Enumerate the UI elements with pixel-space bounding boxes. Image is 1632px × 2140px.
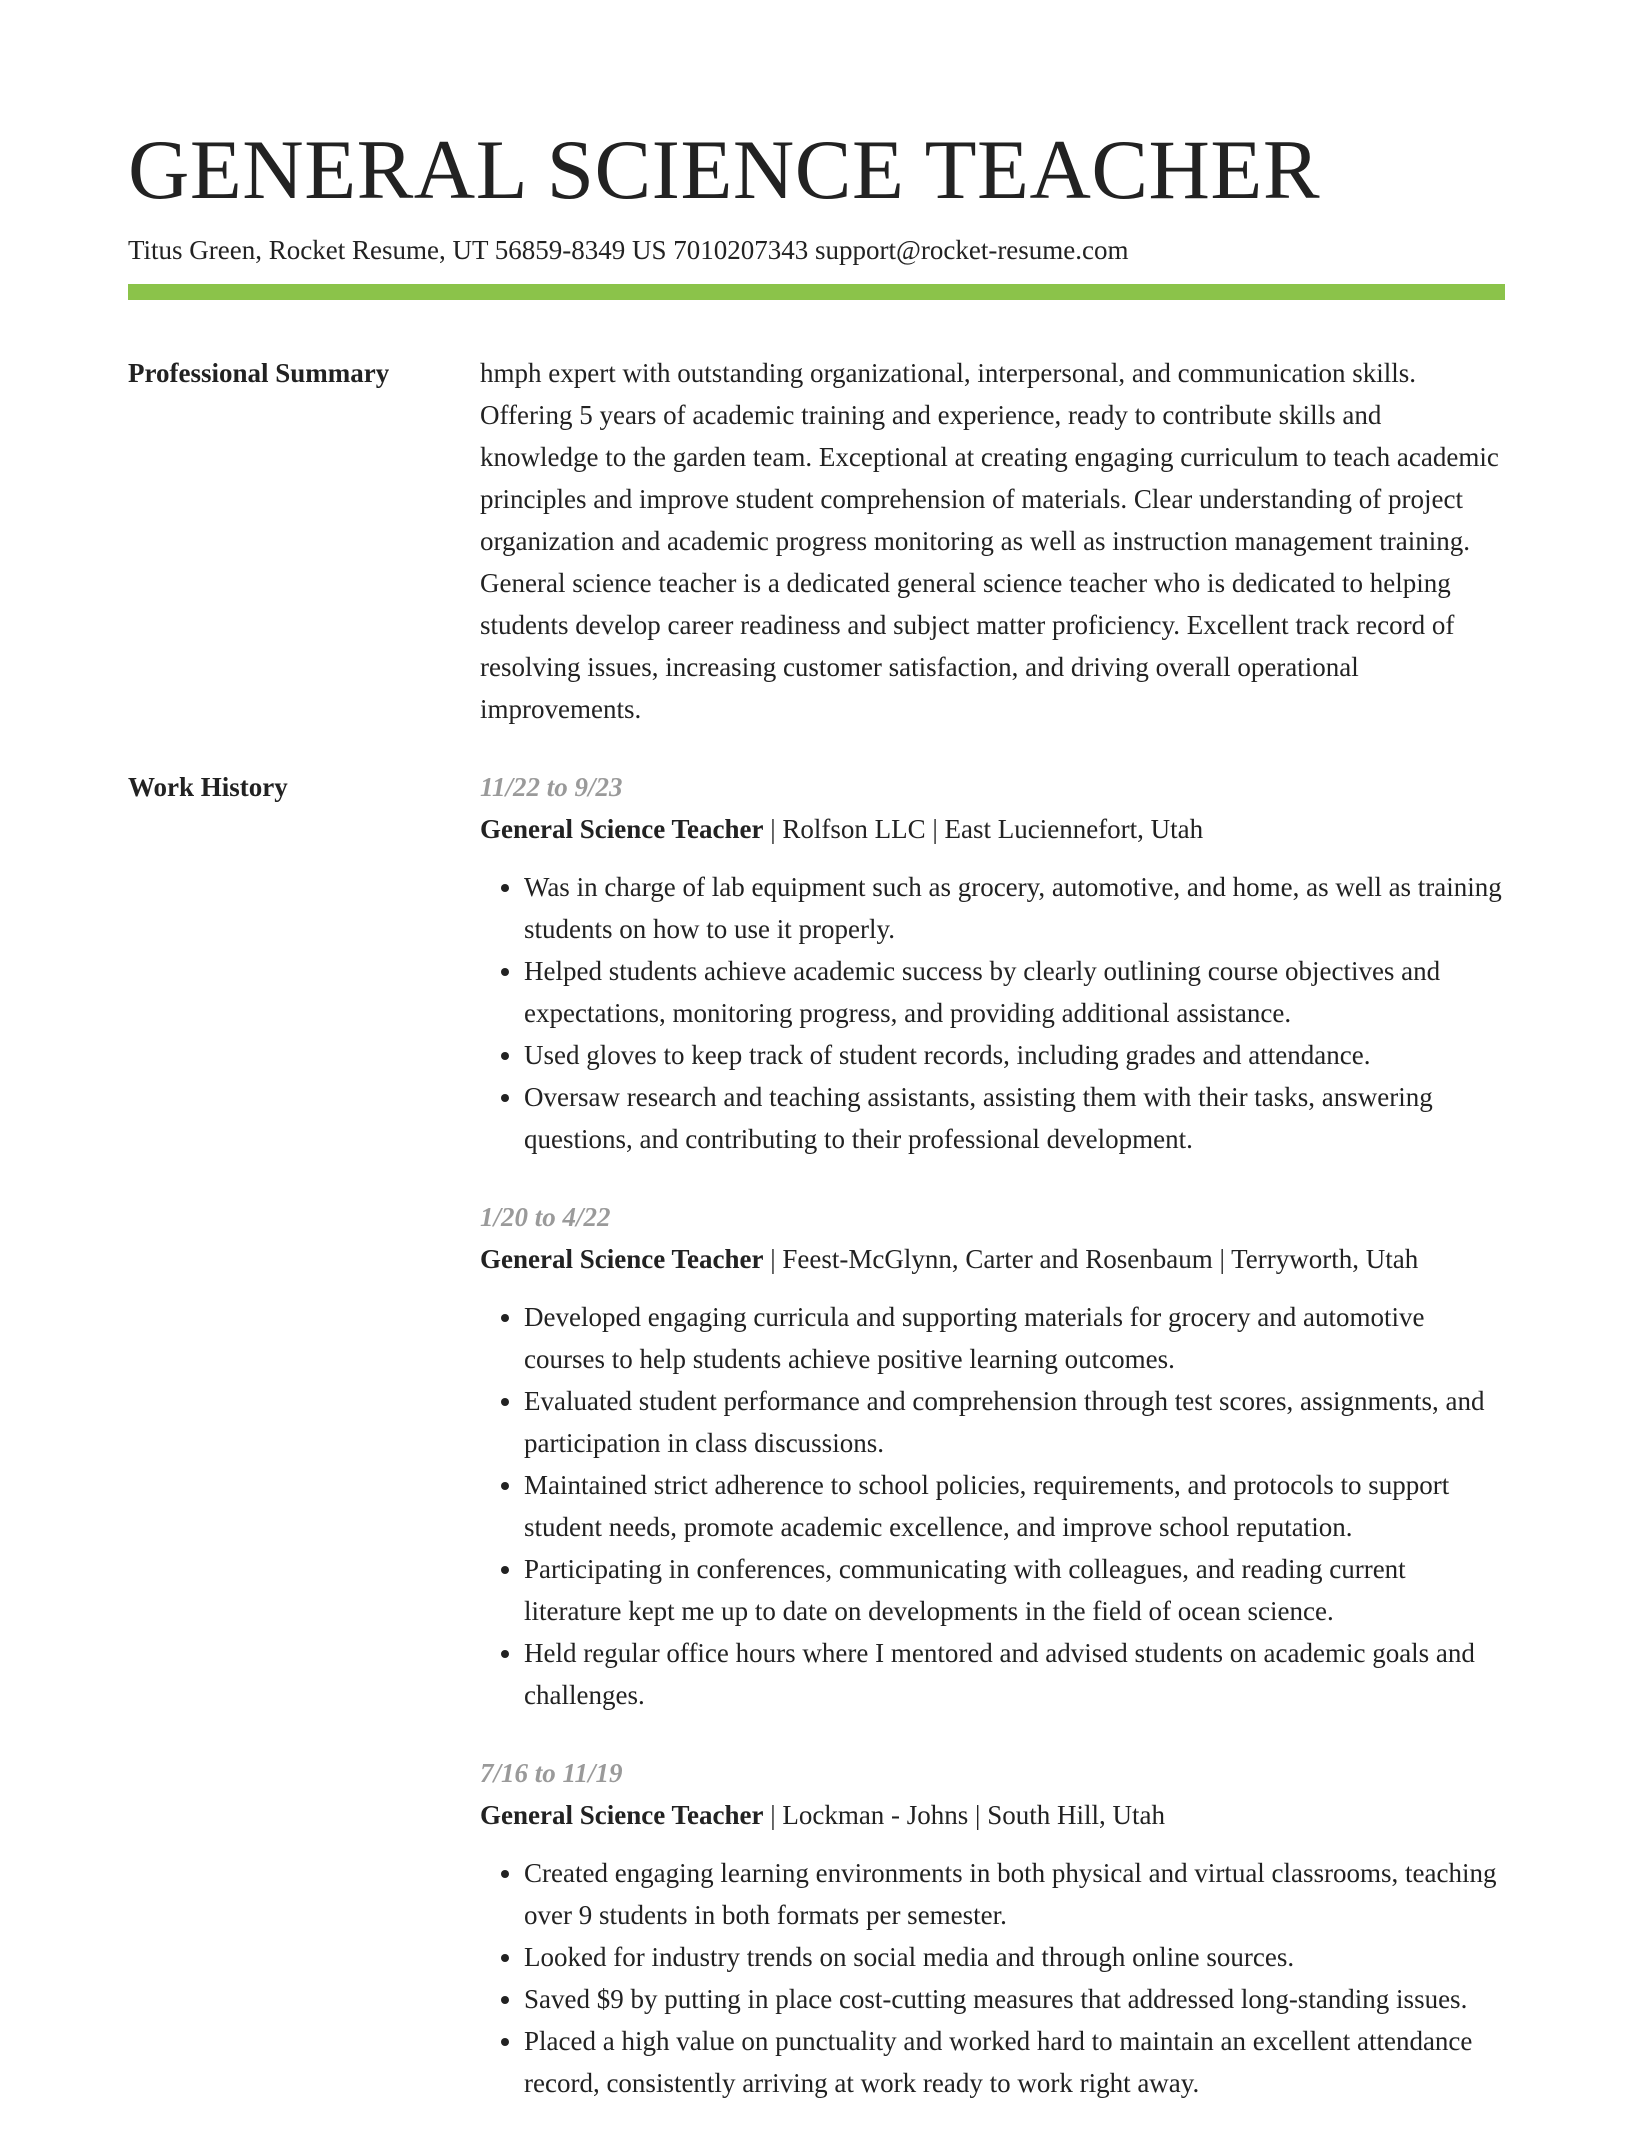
duty-item: • Maintained strict adherence to school policies, requirements, and protocols to support student needs, promote academic excellence, and improve school reputation. [524,1464,1505,1548]
contact-company: Rocket Resume, [268,235,446,265]
job-heading [480,808,1505,850]
job-heading [480,1238,1505,1280]
job-title: General Science Teacher [480,1244,764,1274]
job-duties [480,1296,1505,1716]
job-details: | Feest-McGlynn, Carter and Rosenbaum | Terryworth, Utah [763,1244,1419,1274]
job-entry [480,766,1505,1160]
duty-item: • Participating in conferences, communicating with colleagues, and reading current literature kept me up to date on developments in the field of ocean science. [524,1548,1505,1632]
work-history-body [480,766,1505,2140]
job-entry [480,1752,1505,2104]
summary-heading: Professional Summary [128,358,390,388]
summary-body [480,352,1505,730]
job-details: | Lockman - Johns | South Hill, Utah [763,1800,1165,1830]
job-dates: 11/22 to 9/23 [480,772,623,802]
duty-item: • Placed a high value on punctuality and worked hard to maintain an excellent attendance record, consistently arriving at work ready to work right away. [524,2020,1505,2104]
job-dates: 7/16 to 11/19 [480,1758,623,1788]
duty-item: • Created engaging learning environments in both physical and virtual classrooms, teaching over 9 students in both formats per semester. [524,1852,1505,1936]
summary-text: hmph expert with outstanding organizational, interpersonal, and communication skills. Offering 5 years of academic training and experience, ready to contribute skills and knowledge to the garden team. Exceptional at creating engaging curriculum to teach academic principles and improve student comprehension of materials. Clear understanding of project organization and academic progress monitoring as well as instruction management training. General science teacher is a dedicated general science teacher who is dedicated to helping students develop career readiness and subject matter proficiency. Excellent track record of resolving issues, increasing customer satisfaction, and driving overall operational improvements. [480,358,1499,724]
job-duties [480,1852,1505,2104]
contact-phone: 7010207343 [673,235,809,265]
duty-item: • Held regular office hours where I mentored and advised students on academic goals and challenges. [524,1632,1505,1716]
contact-email: support@rocket-resume.com [815,235,1129,265]
work-history-section [128,766,1505,2140]
duty-item: • Evaluated student performance and comprehension through test scores, assignments, and participation in class discussions. [524,1380,1505,1464]
resume-title: GENERAL SCIENCE TEACHER [128,123,1321,217]
contact-person: Titus Green, [128,235,263,265]
contact-location: UT 56859-8349 US [452,235,667,265]
summary-section [128,352,1505,730]
duty-item: • Looked for industry trends on social media and through online sources. [524,1936,1505,1978]
header-divider [128,284,1505,300]
contact-line [128,232,1505,268]
resume-page [128,118,1505,2140]
duty-item: • Helped students achieve academic success by clearly outlining course objectives and expectations, monitoring progress, and providing additional assistance. [524,950,1505,1034]
duty-item: • Was in charge of lab equipment such as grocery, automotive, and home, as well as training students on how to use it properly. [524,866,1505,950]
job-dates: 1/20 to 4/22 [480,1202,611,1232]
job-entry [480,1196,1505,1716]
duty-item: • Oversaw research and teaching assistants, assisting them with their tasks, answering questions, and contributing to their professional development. [524,1076,1505,1160]
job-title: General Science Teacher [480,1800,764,1830]
duty-item: • Developed engaging curricula and supporting materials for grocery and automotive courses to help students achieve positive learning outcomes. [524,1296,1505,1380]
job-title: General Science Teacher [480,814,764,844]
work-history-heading: Work History [128,772,288,802]
duty-item: • Saved $9 by putting in place cost-cutting measures that addressed long-standing issues. [524,1978,1505,2020]
job-duties [480,866,1505,1160]
duty-item: • Used gloves to keep track of student records, including grades and attendance. [524,1034,1505,1076]
job-details: | Rolfson LLC | East Luciennefort, Utah [763,814,1204,844]
job-heading [480,1794,1505,1836]
